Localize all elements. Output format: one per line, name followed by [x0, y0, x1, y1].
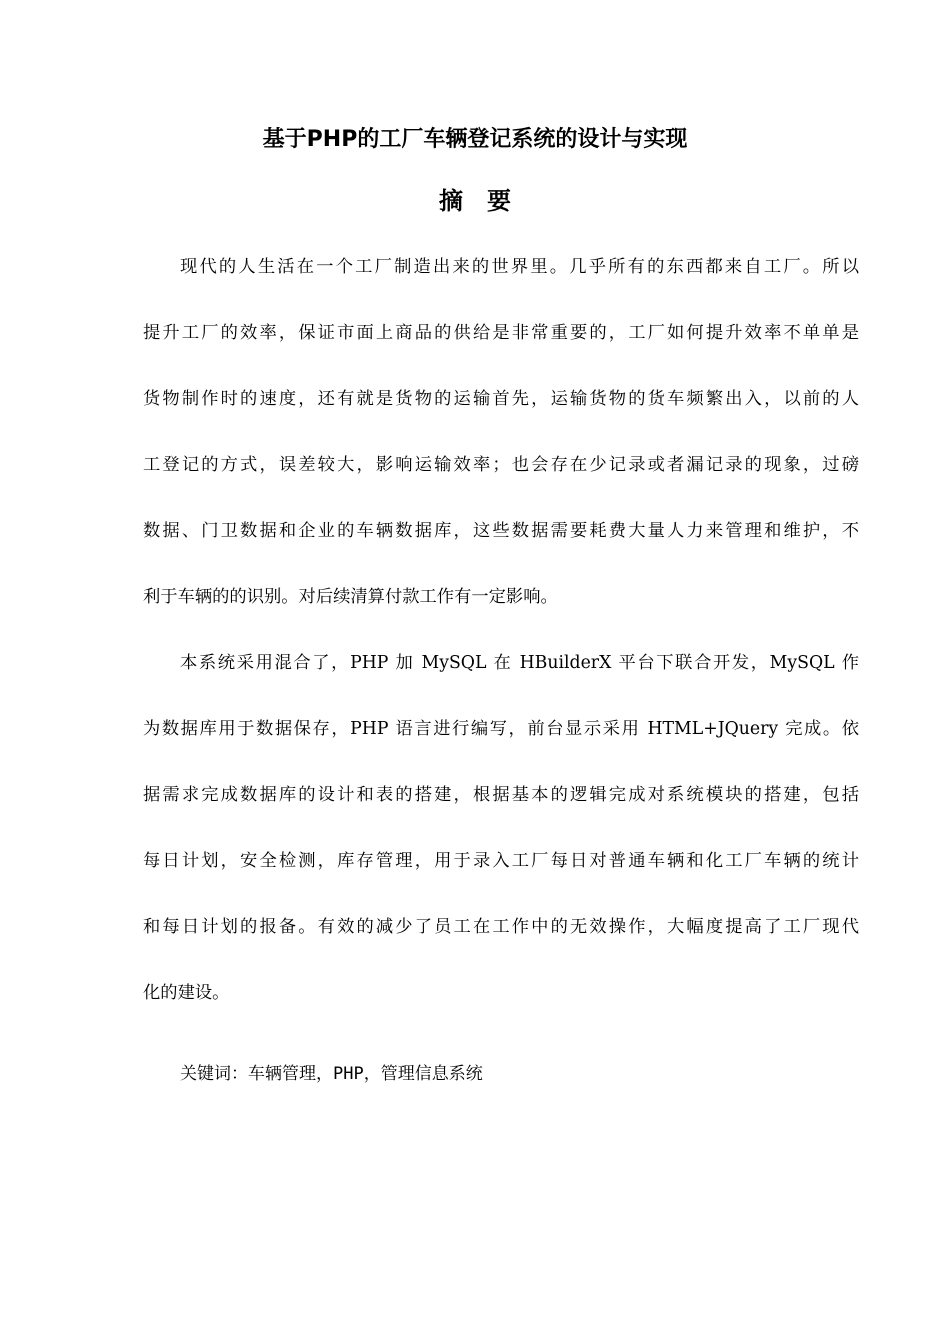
abstract-paragraph-2: [143, 630, 859, 1026]
paragraph-line: 货物制作时的速度，还有就是货物的运输首先，运输货物的货车频繁出入，以前的人: [143, 389, 859, 409]
paragraph-line: 和每日计划的报备。有效的减少了员工在工作中的无效操作，大幅度提高了工厂现代: [143, 917, 859, 937]
abstract-paragraph-1: [143, 234, 859, 630]
paragraph-line: 每日计划，安全检测，库存管理，用于录入工厂每日对普通车辆和化工厂车辆的统计: [143, 851, 859, 871]
abstract-body: [143, 234, 859, 1026]
paragraph-line: 利于车辆的的识别。对后续清算付款工作有一定影响。: [143, 587, 558, 607]
paragraph-line: 化的建设。: [143, 983, 230, 1003]
keywords-line: 关键词：车辆管理，PHP，管理信息系统: [180, 1064, 483, 1084]
abstract-heading: 摘要: [439, 187, 535, 215]
paragraph-line: 提升工厂的效率，保证市面上商品的供给是非常重要的，工厂如何提升效率不单单是: [143, 323, 859, 343]
document-title: 基于PHP的工厂车辆登记系统的设计与实现: [262, 127, 688, 152]
paragraph-line: 本系统采用混合了，PHP 加 MySQL 在 HBuilderX 平台下联合开发，MySQL 作: [180, 653, 859, 673]
paragraph-line: 据需求完成数据库的设计和表的搭建，根据基本的逻辑完成对系统模块的搭建，包括: [143, 785, 859, 805]
paragraph-line: 现代的人生活在一个工厂制造出来的世界里。几乎所有的东西都来自工厂。所以: [180, 257, 859, 277]
paragraph-line: 工登记的方式，误差较大，影响运输效率；也会存在少记录或者漏记录的现象，过磅: [143, 455, 859, 475]
paragraph-line: 数据、门卫数据和企业的车辆数据库，这些数据需要耗费大量人力来管理和维护，不: [143, 521, 859, 541]
paragraph-line: 为数据库用于数据保存，PHP 语言进行编写，前台显示采用 HTML+JQuery 完成。依: [143, 719, 859, 739]
